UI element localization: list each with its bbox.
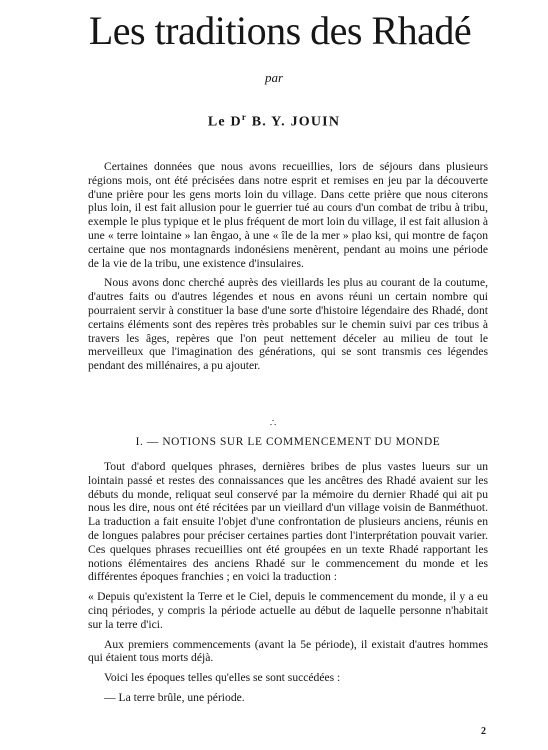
section-separator: ∴ [269, 418, 279, 429]
section-heading: I. — NOTIONS SUR LE COMMENCEMENT DU MONDE [135, 436, 441, 448]
byline-par: par [264, 70, 284, 85]
section-1-paragraph-3: Aux premiers commencements (avant la 5e période), il existait d'autres hommes qui étaient tous morts déjà. [88, 637, 488, 665]
section-1-paragraph-1: Tout d'abord quelques phrases, dernières bribes de plus vastes lueurs sur un lointain passé et restes des connaissances que les ancêtres des Rhadé avaient sur les débuts du monde, reliquat seul conservé par la mémoire du dernier Rhadé qui ait pu nous les dire, nous ont été récitées par un vieillard d'un village voisin de Banméthuot. La traduction a fait ensuite l'objet d'une confrontation de plusieurs anciens, réunis en de longues palabres pour préciser certaines parties dont l'interprétation pouvait varier. Ces quelques phrases recueillies ont été groupées en un texte Rhadé rapportant les notions élémentaires des anciens Rhadé sur le commencement du monde et les différentes époques franchies ; en voici la traduction : [88, 460, 488, 584]
intro-section [88, 160, 488, 379]
page-number: 2 [481, 726, 486, 737]
section-1-paragraph-4: Voici les époques telles qu'elles se sont succédées : [104, 671, 341, 685]
intro-paragraph-1: Certaines données que nous avons recueillies, lors de séjours dans plusieurs régions mois, ont été précisées dans notre esprit et remises en jeu par la découverte d'une prière pour les gens morts loin du village. Dans cette prière que nous citerons plus loin, il est fait allusion pour le guerrier tué au cours d'un combat de tribu à tribu, exemple le plus typique et le plus fréquent de mort loin du village, il est fait allusion à une « terre lointaine » lan êngao, à une « île de la mer » plao ksi, qui montre de façon certaine que nos montagnards indonésiens menèrent, pendant au moins une période de la vie de la tribu, une existence d'insulaires. [88, 160, 488, 270]
intro-paragraph-2: Nous avons donc cherché auprès des vieillards les plus au courant de la coutume, d'autres faits ou d'autres légendes et nous en avons réuni un certain nombre qui pourraient servir à constituer la base d'une sorte d'histoire légendaire des Rhadé, dont certains éléments sont des repères très probables sur le chemin suivi par ces tribus à travers les âges, repères que l'on peut nettement déceler au milieu de tout le merveilleux que l'imagination des générations, qui se sont transmis ces légendes pendant des millénaires, a pu ajouter. [88, 276, 488, 373]
section-1-body [88, 460, 488, 711]
author-line [0, 112, 548, 131]
section-1-quote: « Depuis qu'existent la Terre et le Ciel, depuis le commencement du monde, il y a eu cinq périodes, y compris la période actuelle au début de laquelle personne n'habitait sur la terre d'ici. [88, 590, 488, 631]
author-name: B. Y. JOUIN [251, 114, 341, 130]
article-title: Les traditions des Rhadé [88, 8, 472, 53]
section-1-paragraph-5: — La terre brûle, une période. [104, 690, 245, 704]
author-prefix: Le D [207, 114, 242, 130]
author-prefix-sup: r [241, 112, 248, 122]
